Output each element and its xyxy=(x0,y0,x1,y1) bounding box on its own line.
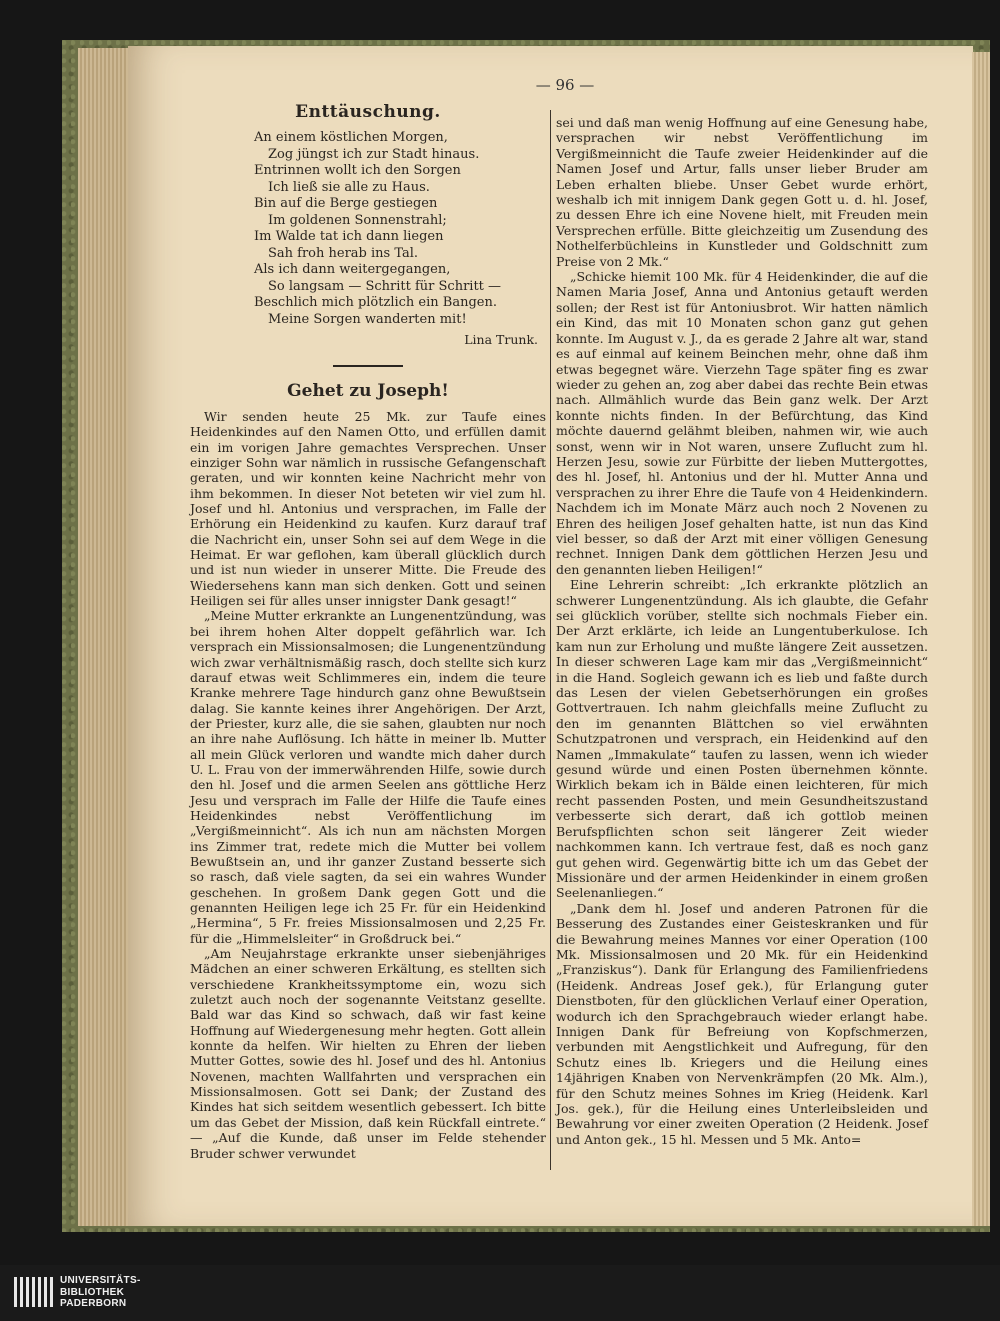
poem-line: Bin auf die Berge gestiegen xyxy=(254,196,438,211)
poem-line: Beschlich mich plötzlich ein Bangen. xyxy=(254,295,497,310)
poem-line: Zog jüngst ich zur Stadt hinaus. xyxy=(268,146,480,162)
poem-stanza xyxy=(254,262,546,328)
poem xyxy=(254,130,546,328)
page-number: — 96 — xyxy=(535,76,595,94)
logo-line: PADERBORN xyxy=(60,1298,127,1309)
article-paragraph: Eine Lehrerin schreibt: „Ich erkrankte plötzlich an schwerer Lungenentzündung. Als ich glaubte, die Gefahr sei glücklich vorüber, stellte sich nochmals Fieber ein. Der Arzt erklärte, ich leide an Lungentuberkulose. Ich kam nun zur Erholung und mußte längere Zeit aussetzen. In dieser schweren Lage kam mir das „Vergißmeinnicht“ in die Hand. Sogleich gewann ich es lieb und faßte durch das Lesen der vielen Gebetserhörungen ein großes Gottvertrauen. Ich nahm gleichfalls meine Zuflucht zu den im genannten Blättchen so viel erwähnten Schutzpatronen und versprach, ein Heidenkind auf den Namen „Immakulate“ taufen zu lassen, wenn ich wieder gesund würde und einen Posten übernehmen könnte. Wirklich bekam ich in Bälde einen leichteren, für mich recht passenden Posten, und mein Gesundheitszustand verbesserte sich derart, daß ich gottlob meinen Berufspflichten schon seit längerer Zeit wieder nachkommen kann. Ich vertraue fest, daß es noch ganz gut gehen wird. Gegenwärtig bitte ich um das Gebet der Missionäre und der armen Heidenkinder in einem großen Seelenanliegen.“ xyxy=(556,577,928,901)
poem-author: Lina Trunk. xyxy=(464,332,538,347)
poem-stanza xyxy=(254,196,546,262)
poem-line: So langsam — Schritt für Schritt — xyxy=(268,278,502,294)
library-logo-icon xyxy=(14,1277,44,1307)
library-logo-text xyxy=(60,1275,141,1310)
poem-line: Als ich dann weitergegangen, xyxy=(254,262,451,277)
poem-line: Ich ließ sie alle zu Haus. xyxy=(268,179,430,195)
poem-line: Entrinnen wollt ich den Sorgen xyxy=(254,163,461,178)
column-divider xyxy=(550,110,551,1170)
left-column xyxy=(190,98,546,1161)
right-column xyxy=(556,115,928,1147)
poem-line: Im goldenen Sonnenstrahl; xyxy=(268,212,447,228)
poem-title: Enttäuschung. xyxy=(295,102,441,122)
logo-line: UNIVERSITÄTS- xyxy=(60,1275,141,1286)
page-stack-right xyxy=(972,52,990,1226)
article-paragraph: „Dank dem hl. Josef und anderen Patronen für die Besserung des Zustandes einer Geisteskranken und für die Bewahrung meines Mannes vor einer Operation (100 Mk. Missionsalmosen und 20 Mk. für ein Heidenkind „Franziskus“). Dank für Erlangung des Familienfriedens (Heidenk. Andreas Josef gek.), für Erlangung guter Dienstboten, für den glücklichen Verlauf einer Operation, wodurch ich den Sprachgebrauch wieder erlangt habe. Innigen Dank für Befreiung von Kopfschmerzen, verbunden mit Aengstlichkeit und Aufregung, für den Schutz eines lb. Kriegers und die Heilung eines 14jährigen Knaben von Nervenkrämpfen (20 Mk. Alm.), für den Schutz meines Sohnes im Krieg (Heidenk. Karl Jos. gek.), für die Heilung eines Unterleibsleiden und Bewahrung vor einer zweiten Operation (2 Heidenk. Josef und Anton gek., 15 hl. Messen und 5 Mk. Anto= xyxy=(556,900,928,1147)
article-paragraph: „Meine Mutter erkrankte an Lungenentzündung, was bei ihrem hohen Alter doppelt gefährlich war. Ich versprach ein Missionsalmosen; die Lungenentzündung wich zwar verhältnismäßig rasch, doch stellte sich kurz darauf etwas weit Schlimmeres ein, indem die teure Kranke mehrere Tage hindurch ganz ohne Bewußtsein dalag. Sie kannte keines ihrer Angehörigen. Der Arzt, der Priester, kurz alle, die sie sahen, glaubten nur noch an ihre nahe Auflösung. Ich hätte in meiner lb. Mutter all mein Glück verloren und wandte mich daher durch U. L. Frau von der immerwährenden Hilfe, sowie durch den hl. Josef und die armen Seelen ans göttliche Herz Jesu und versprach im Falle der Hilfe die Taufe eines Heidenkindes nebst Veröffentlichung im „Vergißmeinnicht“. Als ich nun am nächsten Morgen ins Zimmer trat, redete mich die Mutter bei vollem Bewußtsein an, und ihr ganzer Zustand besserte sich so rasch, daß viele sagten, da sei ein wahres Wunder geschehen. In großem Dank gegen Gott und die genannten Heiligen lege ich 25 Fr. für ein Heidenkind „Hermina“, 5 Fr. freies Missionsalmosen und 2,25 Fr. für die „Himmelsleiter“ in Großdruck bei.“ xyxy=(190,608,546,946)
poem-line: Sah froh herab ins Tal. xyxy=(268,245,419,261)
poem-line: Im Walde tat ich dann liegen xyxy=(254,229,444,244)
section-rule xyxy=(333,365,403,367)
poem-line: Meine Sorgen wanderten mit! xyxy=(268,311,467,327)
article-paragraph: Wir senden heute 25 Mk. zur Taufe eines Heidenkindes auf den Namen Otto, und erfüllen damit ein im vorigen Jahre gemachtes Versprechen. Unser einziger Sohn war nämlich in russische Gefangenschaft geraten, und wir konnten keine Nachricht mehr von ihm bekommen. In dieser Not beteten wir viel zum hl. Josef und hl. Antonius und versprachen, im Falle der Erhörung ein Heidenkind zu kaufen. Kurz darauf traf die Nachricht ein, unser Sohn sei auf dem Wege in die Heimat. Er war geflohen, kam überall glücklich durch und ist nun wieder in unserer Mitte. Die Freude des Wiedersehens kann man sich denken. Gott und seinen Heiligen sei für alles unser innigster Dank gesagt!“ xyxy=(190,409,546,609)
poem-line: An einem köstlichen Morgen, xyxy=(254,130,448,145)
article-paragraph: sei und daß man wenig Hoffnung auf eine Genesung habe, versprachen wir nebst Veröffentlichung im Vergißmeinnicht die Taufe zweier Heidenkinder auf die Namen Josef und Artur, falls unser lieber Bruder am Leben erhalten bliebe. Unser Gebet wurde erhört, weshalb ich mit innigem Dank gegen Gott u. d. hl. Josef, zu dessen Ehre ich eine Novene hielt, mit Freuden mein Versprechen erfülle. Bitte gleichzeitig um Zusendung des Nothelferbüchleins in Kunstleder und Goldschnitt zum Preise von 2 Mk.“ xyxy=(556,115,928,269)
article-paragraph: „Am Neujahrstage erkrankte unser siebenjähriges Mädchen an einer schweren Erkältung, es stellten sich verschiedene Krankheitssymptome ein, wozu sich zuletzt auch noch der sogenannte Veitstanz gesellte. Bald war das Kind so schwach, daß wir fast keine Hoffnung auf Wiedergenesung mehr hegten. Gott allein konnte da helfen. Wir hielten zu Ehren der lieben Mutter Gottes, sowie des hl. Josef und des hl. Antonius Novenen, machten Wallfahrten und versprachen ein Missionsalmosen. Gott sei Dank; der Zustand des Kindes hat sich seitdem wesentlich gebessert. Ich bitte um das Gebet der Mission, daß kein Rückfall eintrete.“ — „Auf die Kunde, daß unser im Felde stehender Bruder schwer verwundet xyxy=(190,946,546,1161)
logo-line: BIBLIOTHEK xyxy=(60,1286,125,1298)
article-title: Gehet zu Joseph! xyxy=(287,381,449,401)
poem-stanza xyxy=(254,130,546,196)
article-paragraph: „Schicke hiemit 100 Mk. für 4 Heidenkinder, die auf die Namen Maria Josef, Anna und Antonius getauft werden sollen; der Rest ist für Antoniusbrot. Wir hatten nämlich ein Kind, das mit 10 Monaten schon ganz gut gehen konnte. Im August v. J., da es gerade 2 Jahre alt war, stand es auf einmal auf keinem Beinchen mehr, ohne daß ihm etwas begegnet wäre. Vierzehn Tage später fing es zwar wieder zu gehen an, zog aber dabei das rechte Bein etwas nach. Allmählich wurde das Bein ganz welk. Der Arzt konnte nichts finden. In der Befürchtung, das Kind möchte dauernd gelähmt bleiben, nahmen wir, wie auch sonst, wenn wir in Not waren, unsere Zuflucht zum hl. Herzen Jesu, sowie zur Fürbitte der lieben Muttergottes, des hl. Josef, hl. Antonius und der hl. Mutter Anna und versprachen zu ihrer Ehre die Taufe von 4 Heidenkindern. Nachdem ich im Monate März auch noch 2 Novenen zu Ehren des heiligen Josef gehalten hatte, ist nun das Kind viel besser, so daß der Arzt mit einer völligen Genesung rechnet. Innigen Dank dem göttlichen Herzen Jesu und den genannten lieben Heiligen!“ xyxy=(556,269,928,577)
